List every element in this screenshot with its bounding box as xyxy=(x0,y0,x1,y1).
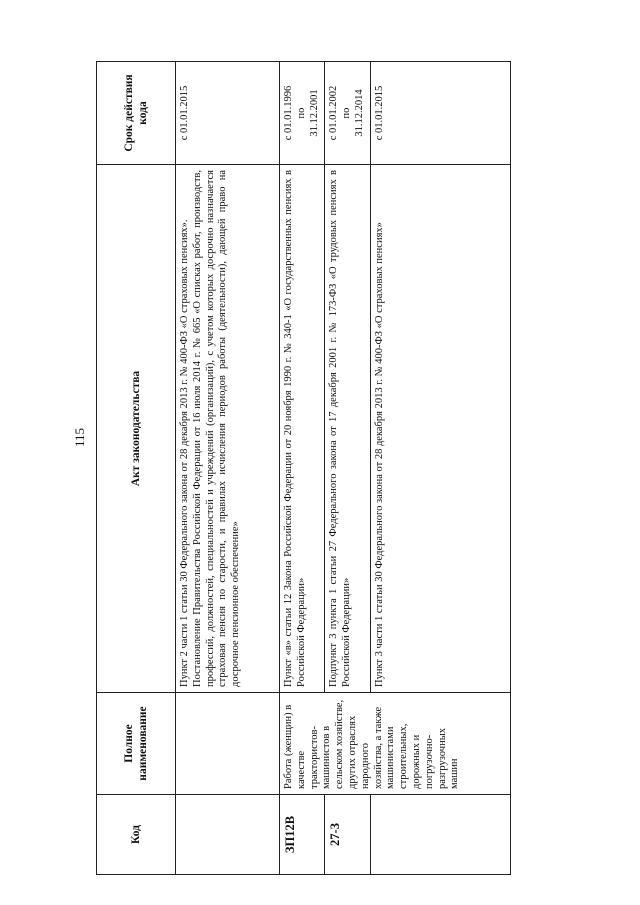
row-full-name: Работа (женщин) в качестве трактористов-машинистов в сельском хозяйстве, других отраслях народного хозяйства, а также машинистами строительных, дорожных и погрузочно-разгрузочных машин xyxy=(280,693,511,795)
page-number: 115 xyxy=(72,427,87,447)
row-validity-term xyxy=(176,62,280,165)
term-line: 31.12.2014 xyxy=(353,89,365,137)
term-line: с 01.01.1996 xyxy=(283,85,294,141)
legislation-codes-table xyxy=(96,61,511,875)
row-code xyxy=(370,795,510,875)
act-paragraph: Подпункт 3 пункта 1 статьи 27 Федерального закона от 17 декабря 2001 г. № 173-ФЗ «О трудовых пенсиях в Российской Федерации» xyxy=(328,170,353,687)
act-paragraph: Пункт 3 части 1 статьи 30 Федерального закона от 28 декабря 2013 г. № 400-ФЗ «О страховых пенсиях» xyxy=(373,222,385,687)
row-legislative-act xyxy=(370,165,510,693)
act-paragraph: Постановление Правительства Российской Федерации от 16 июля 2014 г. № 665 «О списках работ, производств, профессий, должностей, специальностей и учреждений (организаций), с учетом которых досрочно назначается страховая пенсия по старости, и правилах исчисления периодов работы (деятельности), дающей право на досрочное пенсионное обеспечение» xyxy=(191,170,242,687)
term-line: с 01.01.2015 xyxy=(373,85,385,141)
row-code: 27-3 xyxy=(325,795,370,875)
act-paragraph: Пункт «в» статьи 12 Закона Российской Федерации от 20 ноября 1990 г. № 340-1 «О государственных пенсиях в Российской Федерации» xyxy=(283,170,307,687)
row-full-name xyxy=(176,693,280,795)
header-legislative-act: Акт законодательства xyxy=(97,165,176,693)
term-line: по xyxy=(341,107,353,119)
header-code: Код xyxy=(97,795,176,875)
term-line: 31.12.2001 xyxy=(308,89,320,137)
row-validity-term xyxy=(370,62,510,165)
term-line: с 01.01.2002 xyxy=(328,85,340,141)
row-legislative-act xyxy=(325,165,370,693)
header-full-name: Полное наименование xyxy=(97,693,176,795)
term-line: по xyxy=(295,107,307,119)
act-paragraph: Пункт 2 части 1 статьи 30 Федерального закона от 28 декабря 2013 г. № 400-ФЗ «О страховых пенсиях». xyxy=(179,219,190,687)
row-legislative-act xyxy=(280,165,325,693)
table-header-row xyxy=(97,62,176,875)
table-row xyxy=(176,62,280,875)
row-code: ЗП12В xyxy=(280,795,325,875)
row-validity-term xyxy=(325,62,370,165)
row-code xyxy=(176,795,280,875)
table-row xyxy=(280,62,325,875)
rotated-table-container xyxy=(96,62,552,875)
term-line: с 01.01.2015 xyxy=(179,85,190,141)
header-code-validity-term: Срок действия кода xyxy=(97,62,176,165)
row-validity-term xyxy=(280,62,325,165)
row-legislative-act xyxy=(176,165,280,693)
